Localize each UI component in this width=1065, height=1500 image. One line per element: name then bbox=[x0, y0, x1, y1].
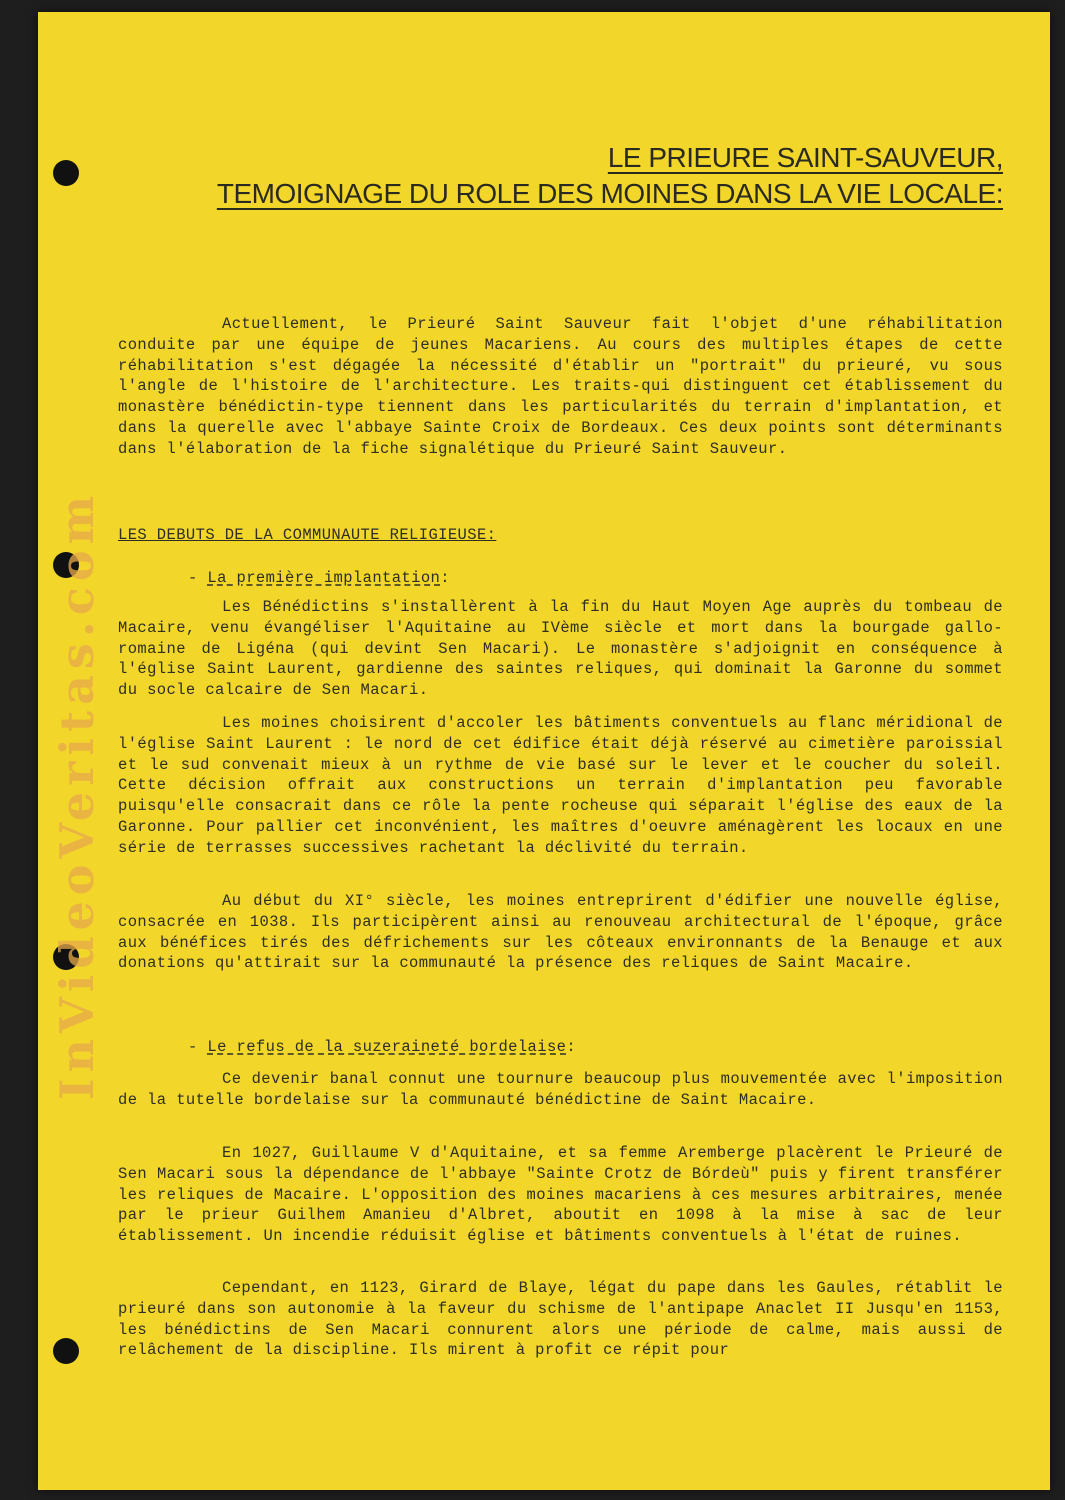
punch-hole bbox=[53, 160, 79, 186]
paragraph-6: Cependant, en 1123, Girard de Blaye, légat du pape dans les Gaules, rétablit le prieuré dans son autonomie à la faveur du schisme de l'antipape Anaclet II Jusqu'en 1153, les bénédictins de Sen Macari connurent alors une période de calme, mais aussi de relâchement de la discipline. Ils mirent à profit ce répit pour bbox=[118, 1279, 1003, 1360]
subheading-2 bbox=[188, 1037, 576, 1058]
title-line-2: TEMOIGNAGE DU ROLE DES MOINES DANS LA VIE LOCALE: bbox=[216, 178, 1003, 209]
subheading-dash: - bbox=[188, 569, 208, 587]
watermark: InVideoVeritas.com bbox=[50, 489, 104, 1100]
subheading-colon: : bbox=[566, 1038, 577, 1056]
subheading-title: Le refus de la suzeraineté bordelaise bbox=[207, 1038, 567, 1056]
paragraph-5: En 1027, Guillaume V d'Aquitaine, et sa femme Aremberge placèrent le Prieuré de Sen Macari sous la dépendance de l'abbaye "Sainte Crotz de Bórdeù" puis y firent transférer les reliques de Macaire. L'opposition des moines macariens à ces mesures arbitraires, menée par le prieur Guilhem Amanieu d'Albret, aboutit en 1098 à la mise à sac de leur établissement. Un incendie réduisit église et bâtiments conventuels à l'état de ruines. bbox=[118, 1144, 1003, 1246]
title-line-1: LE PRIEURE SAINT-SAUVEUR, bbox=[607, 142, 1003, 173]
subheading-dash: - bbox=[188, 1038, 208, 1056]
subheading-1 bbox=[188, 568, 450, 589]
paragraph-3: Au début du XI° siècle, les moines entreprirent d'édifier une nouvelle église, consacrée en 1038. Ils participèrent ainsi au renouveau architectural de l'époque, grâce aux bénéfices tirés des défrichements sur les côteaux environnants de la Benauge et aux donations qu'attirait sur la communauté la présence des reliques de Saint Macaire. bbox=[118, 892, 1003, 973]
intro-paragraph: Actuellement, le Prieuré Saint Sauveur fait l'objet d'une réhabilitation conduite par une équipe de jeunes Macariens. Au cours des multiples étapes de cette réhabilitation s'est dégagée la nécessité d'établir un "portrait" du prieuré, vu sous l'angle de l'histoire de l'architecture. Les traits-qui distinguent cet établissement du monastère bénédictin-type tiennent dans les particularités du terrain d'implantation, et dans la querelle avec l'abbaye Sainte Croix de Bordeaux. Ces deux points sont déterminants dans l'élaboration de la fiche signalétique du Prieuré Saint Sauveur. bbox=[118, 315, 1003, 458]
page-title bbox=[217, 140, 1003, 212]
paragraph-2: Les moines choisirent d'accoler les bâtiments conventuels au flanc méridional de l'église Saint Laurent : le nord de cet édifice était déjà réservé au cimetière paroissial et le sud convenait mieux à un rythme de vie basé sur le lever et le coucher du soleil. Cette décision offrait aux constructions un terrain d'implantation peu favorable puisqu'elle consacrait dans ce rôle la pente rocheuse qui séparait l'église des eaux de la Garonne. Pour pallier cet inconvénient, les maîtres d'oeuvre aménagèrent les locaux en une série de terrasses successives rachetant la déclivité du terrain. bbox=[118, 714, 1003, 857]
subheading-title: La première implantation bbox=[207, 569, 441, 587]
subheading-colon: : bbox=[440, 569, 450, 587]
punch-hole bbox=[53, 1338, 79, 1364]
section-heading: LES DEBUTS DE LA COMMUNAUTE RELIGIEUSE: bbox=[118, 526, 497, 544]
paragraph-4: Ce devenir banal connut une tournure beaucoup plus mouvementée avec l'imposition de la tutelle bordelaise sur la communauté bénédictine de Saint Macaire. bbox=[118, 1070, 1003, 1109]
paragraph-1: Les Bénédictins s'installèrent à la fin du Haut Moyen Age auprès du tombeau de Macaire, venu évangéliser l'Aquitaine au IVème siècle et mort dans la bourgade gallo-romaine de Ligéna (qui devint Sen Macari). Le monastère s'adjoignit en conséquence à l'église Saint Laurent, gardienne des saintes reliques, qui dominait la Garonne du sommet du socle calcaire de Sen Macari. bbox=[118, 598, 1003, 700]
